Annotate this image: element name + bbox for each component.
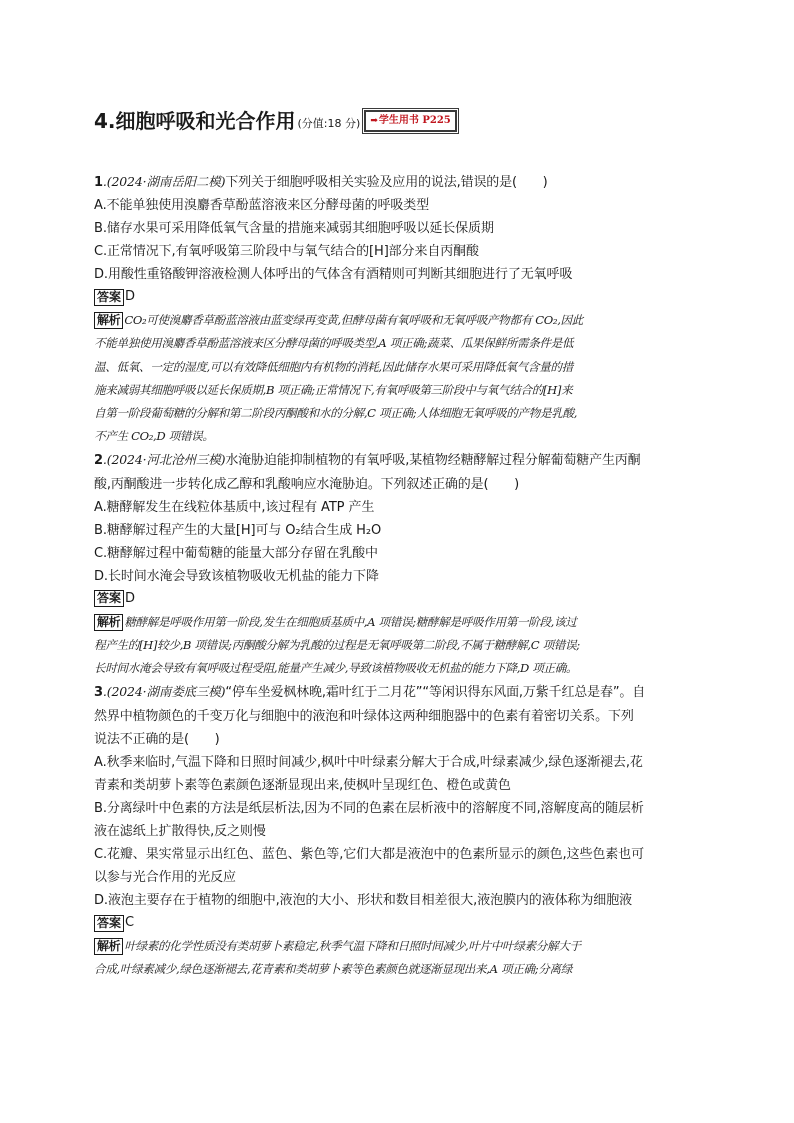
- option-c: C.花瓣、果实常显示出红色、蓝色、紫色等,它们大都是液泡中的色素所显示的颜色,这些色素也可: [94, 847, 644, 863]
- score-note: (分值:18 分): [297, 117, 361, 130]
- question-number: 1: [94, 175, 103, 190]
- analysis-tag: 解析: [94, 614, 123, 631]
- option-a: A.糖酵解发生在线粒体基质中,该过程有 ATP 产生: [94, 499, 375, 515]
- analysis-tag: 解析: [94, 938, 123, 955]
- answer-tag: 答案: [94, 590, 124, 607]
- answer-row: [94, 588, 696, 610]
- stem-text: 说法不正确的是( ): [94, 731, 220, 747]
- analysis-line: 不能单独使用溴麝香草酚蓝溶液来区分酵母菌的呼吸类型,A 项正确;蔬菜、瓜果保鲜所需条件是低: [94, 336, 574, 351]
- analysis-line: 解析 叶绿素的化学性质没有类胡萝卜素稳定,秋季气温下降和日照时间减少,叶片中叶绿素分解大于: [94, 935, 696, 958]
- analysis-line: 解析 糖酵解是呼吸作用第一阶段,发生在细胞质基质中,A 项错误;糖酵解是呼吸作用第一阶段,该过: [94, 611, 696, 634]
- option-d: D.长时间水淹会导致该植物吸收无机盐的能力下降: [94, 568, 379, 584]
- section-title: 4.细胞呼吸和光合作用: [94, 109, 296, 133]
- stem-text: 水淹胁迫能抑制植物的有氧呼吸,某植物经糖酵解过程分解葡萄糖产生丙酮: [225, 453, 641, 469]
- answer-row: [94, 912, 696, 934]
- analysis-line: 合成,叶绿素减少,绿色逐渐褪去,花青素和类胡萝卜素等色素颜色就逐渐显现出来,A 项正确;分离绿: [94, 962, 573, 977]
- answer-value: D: [125, 289, 136, 305]
- arrow-icon: ➡: [370, 116, 378, 126]
- option-c: C.正常情况下,有氧呼吸第三阶段中与氧气结合的[H]部分来自丙酮酸: [94, 244, 479, 260]
- textbook-reference-label: 学生用书 P225: [378, 115, 451, 126]
- option-b: B.糖酵解过程产生的大量[H]可与 O₂结合生成 H₂O: [94, 522, 382, 538]
- analysis-block: [94, 309, 696, 448]
- option-a: A.不能单独使用溴麝香草酚蓝溶液来区分酵母菌的呼吸类型: [94, 198, 430, 214]
- question-stem: [94, 170, 696, 194]
- stem-text: 下列关于细胞呼吸相关实验及应用的说法,错误的是( ): [225, 175, 548, 190]
- answer-row: [94, 286, 696, 308]
- question-number: 3: [94, 685, 103, 701]
- analysis-tag: 解析: [94, 312, 123, 329]
- option-b: B.分离绿叶中色素的方法是纸层析法,因为不同的色素在层析液中的溶解度不同,溶解度高的随层析: [94, 801, 644, 817]
- analysis-block: [94, 611, 696, 681]
- analysis-line: 长时间水淹会导致有氧呼吸过程受阻,能量产生减少,导致该植物吸收无机盐的能力下降,D 项正确。: [94, 661, 578, 676]
- question-source: .(2024·湖南娄底三模): [102, 684, 226, 700]
- question-number: 2: [94, 453, 103, 469]
- option-a: A.秋季来临时,气温下降和日照时间减少,枫叶中叶绿素分解大于合成,叶绿素减少,绿色逐渐褪去,花: [94, 755, 643, 771]
- question-list: [94, 170, 696, 981]
- stem-text: “停车坐爱枫林晚,霜叶红于二月花”“等闲识得东风面,万紫千红总是春”。自: [225, 685, 646, 701]
- analysis-line: 解析 CO₂可使溴麝香草酚蓝溶液由蓝变绿再变黄,但酵母菌有氧呼吸和无氧呼吸产物都有 CO₂,因此: [94, 309, 696, 332]
- analysis-line: 自第一阶段葡萄糖的分解和第二阶段丙酮酸和水的分解,C 项正确;人体细胞无氧呼吸的产物是乳酸,: [94, 406, 578, 421]
- question-source: .(2024·湖南岳阳二模): [102, 174, 226, 189]
- option-b-continued: 液在滤纸上扩散得快,反之则慢: [94, 824, 266, 840]
- analysis-line: 程产生的[H]较少,B 项错误;丙酮酸分解为乳酸的过程是无氧呼吸第二阶段,不属于糖酵解,C 项错误;: [94, 638, 580, 653]
- question-stem: [94, 680, 696, 704]
- answer-tag: 答案: [94, 289, 124, 306]
- option-d: D.用酸性重铬酸钾溶液检测人体呼出的气体含有酒精则可判断其细胞进行了无氧呼吸: [94, 267, 573, 283]
- question-stem: [94, 448, 696, 472]
- analysis-block: [94, 935, 696, 981]
- option-a-continued: 青素和类胡萝卜素等色素颜色逐渐显现出来,使枫叶呈现红色、橙色或黄色: [94, 778, 511, 794]
- option-b: B.储存水果可采用降低氧气含量的措施来减弱其细胞呼吸以延长保质期: [94, 221, 494, 237]
- textbook-reference-badge[interactable]: [364, 110, 456, 132]
- question-block: [94, 448, 696, 680]
- option-c: C.糖酵解过程中葡萄糖的能量大部分存留在乳酸中: [94, 545, 378, 561]
- stem-text: 然界中植物颜色的千变万化与细胞中的液泡和叶绿体这两种细胞器中的色素有着密切关系。下列: [94, 708, 634, 724]
- question-block: [94, 680, 696, 981]
- stem-text: 酸,丙酮酸进一步转化成乙醇和乳酸响应水淹胁迫。下列叙述正确的是( ): [94, 476, 520, 492]
- option-d: D.液泡主要存在于植物的细胞中,液泡的大小、形状和数目相差很大,液泡膜内的液体称为细胞液: [94, 893, 633, 909]
- question-block: [94, 170, 696, 448]
- analysis-line: 施来减弱其细胞呼吸以延长保质期,B 项正确;正常情况下,有氧呼吸第三阶段中与氧气结合的[H]来: [94, 382, 573, 397]
- analysis-line: 温、低氧、一定的湿度,可以有效降低细胞内有机物的消耗,因此储存水果可采用降低氧气含量的措: [94, 359, 573, 374]
- question-source: .(2024·河北沧州三模): [102, 452, 226, 468]
- option-c-continued: 以参与光合作用的光反应: [94, 870, 236, 886]
- section-header: [94, 104, 457, 134]
- analysis-line: 不产生 CO₂,D 项错误。: [94, 429, 214, 444]
- answer-tag: 答案: [94, 915, 124, 932]
- answer-value: C: [125, 915, 135, 931]
- answer-value: D: [125, 590, 136, 606]
